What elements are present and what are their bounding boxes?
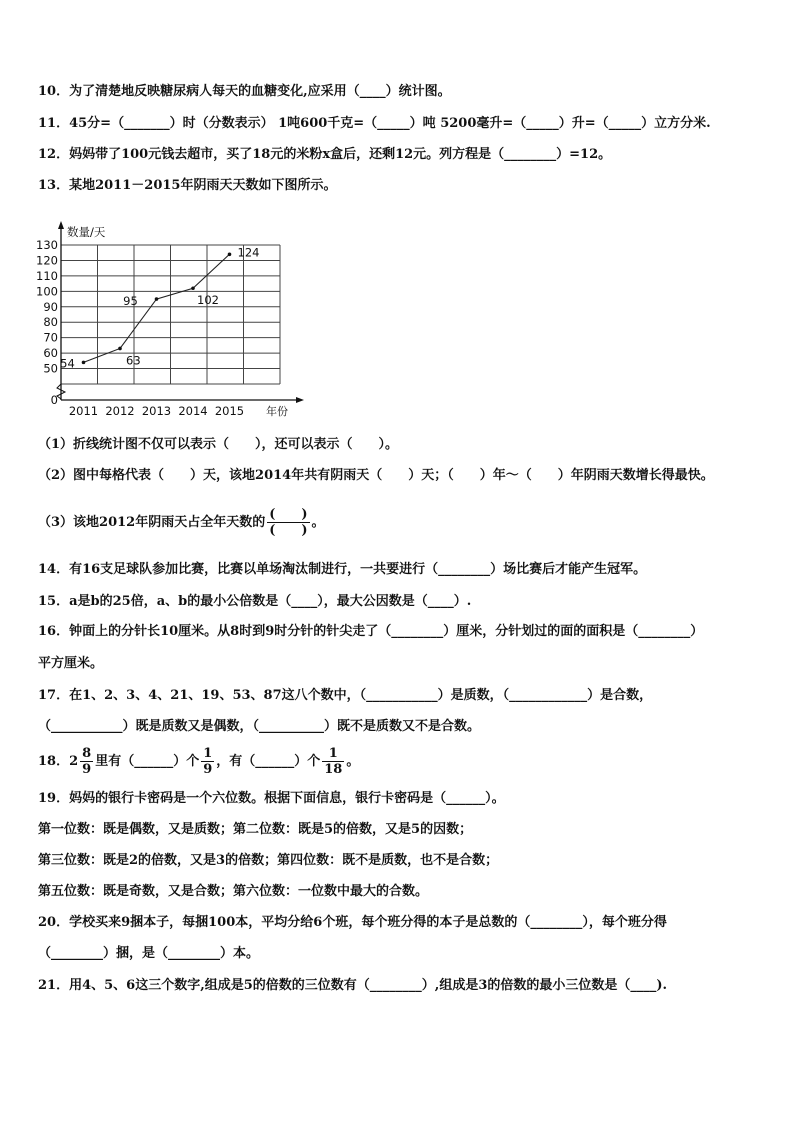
question-19: 19．妈妈的银行卡密码是一个六位数。根据下面信息，银行卡密码是（______）。: [38, 791, 505, 806]
fraction-blank: $\frac{( )}{( )}$: [269, 507, 308, 538]
y-tick-label: 110: [36, 268, 58, 283]
rainy-days-line-chart: [34, 218, 314, 423]
question-13-part-1: （1）折线统计图不仅可以表示（ ），还可以表示（ ）。: [38, 437, 399, 452]
y-tick-label: 90: [43, 299, 58, 314]
question-17-line-2: （___________）既是质数又是偶数，（__________）既不是质数又不是合数。: [38, 719, 481, 734]
x-tick-label: 2012: [105, 404, 135, 418]
x-axis-arrow: [296, 397, 304, 403]
data-point: [191, 286, 195, 290]
question-19-clue-3: 第五位数：既是奇数，又是合数；第六位数：一位数中最大的合数。: [38, 884, 429, 899]
x-tick-label: 2013: [141, 404, 172, 418]
question-10: 10．为了清楚地反映糖尿病人每天的血糖变化,应采用（____）统计图。: [38, 84, 451, 99]
x-axis-title: 年份: [266, 405, 288, 418]
question-21: 21．用4、5、6这三个数字,组成是5的倍数的三位数有（________）,组成是3的倍数的最小三位数是（____).: [38, 978, 668, 993]
data-point: [118, 347, 122, 351]
y-tick-label: 50: [43, 361, 58, 376]
x-tick-label: 2011: [68, 404, 99, 418]
y-tick-label: 80: [43, 315, 58, 330]
data-line: [84, 254, 230, 362]
question-20-line-1: 20．学校买来9捆本子，每捆100本，平均分给6个班，每个班分得的本子是总数的（________），每个班分得: [38, 915, 667, 930]
question-19-clue-2: 第三位数：既是2的倍数，又是3的倍数；第四位数：既不是质数，也不是合数；: [38, 853, 499, 868]
question-20-line-2: （________）捆，是（________）本。: [38, 946, 260, 961]
question-12: 12．妈妈带了100元钱去超市，买了18元的米粉x盒后，还剩12元。列方程是（________）=12。: [38, 147, 612, 162]
fraction-1-9: $\frac{1}{9}$: [203, 746, 213, 777]
data-point: [82, 361, 86, 365]
question-15: 15．a是b的25倍，a、b的最小公倍数是（____），最大公因数是（____）.: [38, 594, 472, 609]
y-tick-label: 130: [36, 238, 58, 252]
y-axis-arrow: [58, 221, 64, 229]
x-tick-label: 2015: [214, 404, 245, 418]
fraction-1-18: $\frac{1}{18}$: [324, 746, 343, 777]
data-label: 124: [237, 245, 260, 260]
question-19-clue-1: 第一位数：既是偶数，又是质数；第二位数：既是5的倍数，又是5的因数；: [38, 822, 473, 837]
question-18: 18．2 $\frac{8}{9}$ 里有（______）个 $\frac{1}{9}$ ，有（______）个 $\frac{1}{18}$ 。: [38, 746, 360, 777]
data-label: 102: [197, 293, 219, 308]
question-13-part-3: （3）该地2012年阴雨天占全年天数的 $\frac{( )}{( )}$ 。: [38, 507, 325, 538]
data-point: [228, 252, 232, 256]
question-17-line-1: 17．在1、2、3、4、21、19、53、87这八个数中，（___________）是质数，（____________）是合数，: [38, 688, 653, 703]
y-tick-label: 120: [36, 253, 58, 268]
question-14: 14．有16支足球队参加比赛，比赛以单场淘汰制进行，一共要进行（________）场比赛后才能产生冠军。: [38, 562, 647, 577]
question-13: 13．某地2011－2015年阴雨天天数如下图所示。: [38, 178, 337, 193]
y-tick-label: 100: [36, 284, 58, 299]
question-16-line-2: 平方厘米。: [38, 656, 104, 671]
y-axis-title: 数量/天: [67, 225, 106, 239]
y-tick-label: 0: [50, 393, 58, 407]
data-point: [155, 297, 159, 301]
data-label: 95: [123, 294, 138, 309]
question-16-line-1: 16．钟面上的分针长10厘米。从8时到9时分针的针尖走了（________）厘米，分针划过的面的面积是（________）: [38, 624, 704, 639]
data-label: 54: [60, 356, 75, 371]
question-13-part-2: （2）图中每格代表（ ）天，该地2014年共有阴雨天（ ）天；（ ）年～（ ）年阴雨天数增长得最快。: [38, 468, 714, 483]
x-tick-label: 2014: [178, 404, 208, 418]
data-label: 63: [126, 353, 141, 368]
question-11: 11．45分=（_______）时（分数表示） 1吨600千克=（_____）吨 5200毫升=（_____）升=（_____）立方分米.: [38, 116, 711, 131]
y-tick-label: 60: [43, 346, 58, 361]
y-tick-label: 70: [43, 330, 58, 345]
fraction-8-9: $\frac{8}{9}$: [82, 746, 92, 777]
